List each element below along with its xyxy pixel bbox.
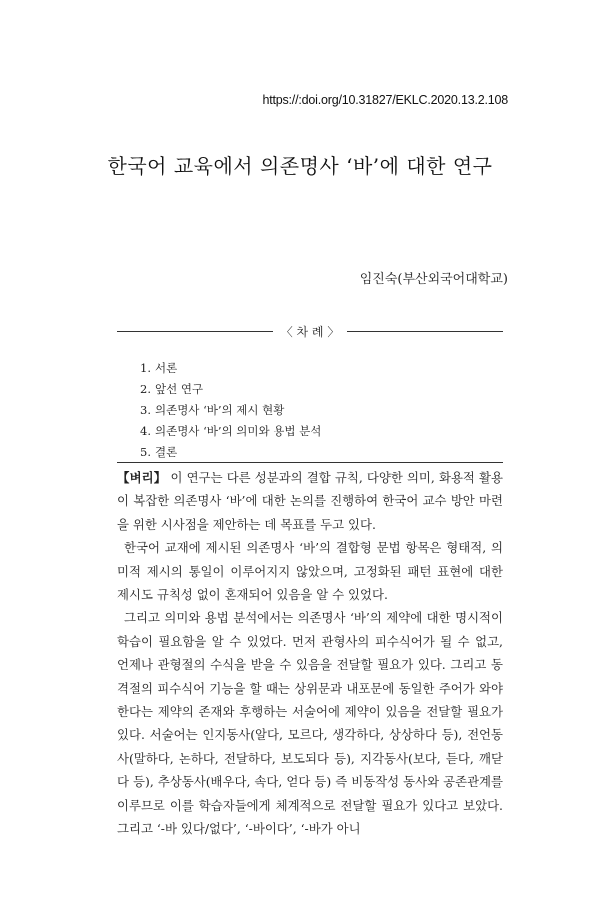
- toc-item-label: 의존명사 ‘바’의 제시 현황: [154, 403, 285, 417]
- abstract-text: 한국어 교재에 제시된 의존명사 ‘바’의 결합형 문법 항목은 형태적, 의미적 제시의 통일이 이루어지지 않았으며, 고정화된 패턴 표현에 대한 제시도 규칙성 없이 혼재되어 있음을 알 수 있었다.: [117, 540, 503, 603]
- toc-rule-left: [117, 331, 273, 332]
- toc-item: [140, 402, 321, 423]
- toc-item: [140, 423, 321, 444]
- toc-item-number: 5.: [140, 445, 151, 459]
- toc-item-number: 4.: [140, 424, 151, 438]
- abstract-paragraph: [117, 536, 503, 606]
- toc-heading: [117, 323, 503, 340]
- toc-rule-right: [347, 331, 503, 332]
- paper-title: 한국어 교육에서 의존명사 ‘바’에 대한 연구: [107, 154, 493, 178]
- toc-item: [140, 360, 321, 381]
- toc-item-label: 의존명사 ‘바’의 의미와 용법 분석: [154, 424, 322, 438]
- section-divider: [117, 462, 503, 463]
- toc-item-number: 2.: [140, 382, 151, 396]
- abstract-paragraph: [117, 466, 503, 536]
- toc-item-number: 3.: [140, 403, 151, 417]
- toc-item-number: 1.: [140, 361, 151, 375]
- abstract-paragraph: [117, 606, 503, 840]
- abstract-text: 그리고 의미와 용법 분석에서는 의존명사 ‘바’의 제약에 대한 명시적이 학습이 필요함을 알 수 있었다. 먼저 관형사의 피수식어가 될 수 없고, 언제나 관형절의 수식을 받을 수 있음을 전달할 필요가 있다. 그리고 동격절의 피수식어 기능을 할 때는 상위문과 내포문에 동일한 주어가 와야 한다는 제약의 존재와 후행하는 서술어에 제약이 있음을 전달할 필요가 있다. 서술어는 인지동사(알다, 모르다, 생각하다, 상상하다 등), 전언동사(말하다, 논하다, 전달하다, 보도되다 등), 지각동사(보다, 듣다, 깨닫다 등), 추상동사(배우다, 속다, 얻다 등) 즉 비동작성 동사와 공존관계를 이루므로 이를 학습자들에게 체계적으로 전달할 필요가 있다고 보았다. 그리고 ‘-바 있다/없다’, ‘-바이다’, ‘-바가 아니: [117, 610, 503, 837]
- table-of-contents: [140, 360, 321, 465]
- abstract: [117, 466, 503, 841]
- toc-heading-label: 〈 차 례 〉: [280, 325, 340, 339]
- abstract-tag: 【벼리】: [117, 470, 167, 485]
- doi-link[interactable]: https://:doi.org/10.31827/EKLC.2020.13.2.108: [262, 93, 508, 107]
- author-affiliation: 임진숙(부산외국어대학교): [359, 272, 508, 287]
- toc-item-label: 결론: [154, 445, 178, 459]
- toc-item: [140, 381, 321, 402]
- abstract-text: 이 연구는 다른 성분과의 결합 규칙, 다양한 의미, 화용적 활용이 복잡한 의존명사 ‘바’에 대한 논의를 진행하여 한국어 교수 방안 마련을 위한 시사점을 제안하는 데 목표를 두고 있다.: [117, 470, 503, 532]
- toc-item-label: 서론: [154, 361, 178, 375]
- toc-item-label: 앞선 연구: [154, 382, 204, 396]
